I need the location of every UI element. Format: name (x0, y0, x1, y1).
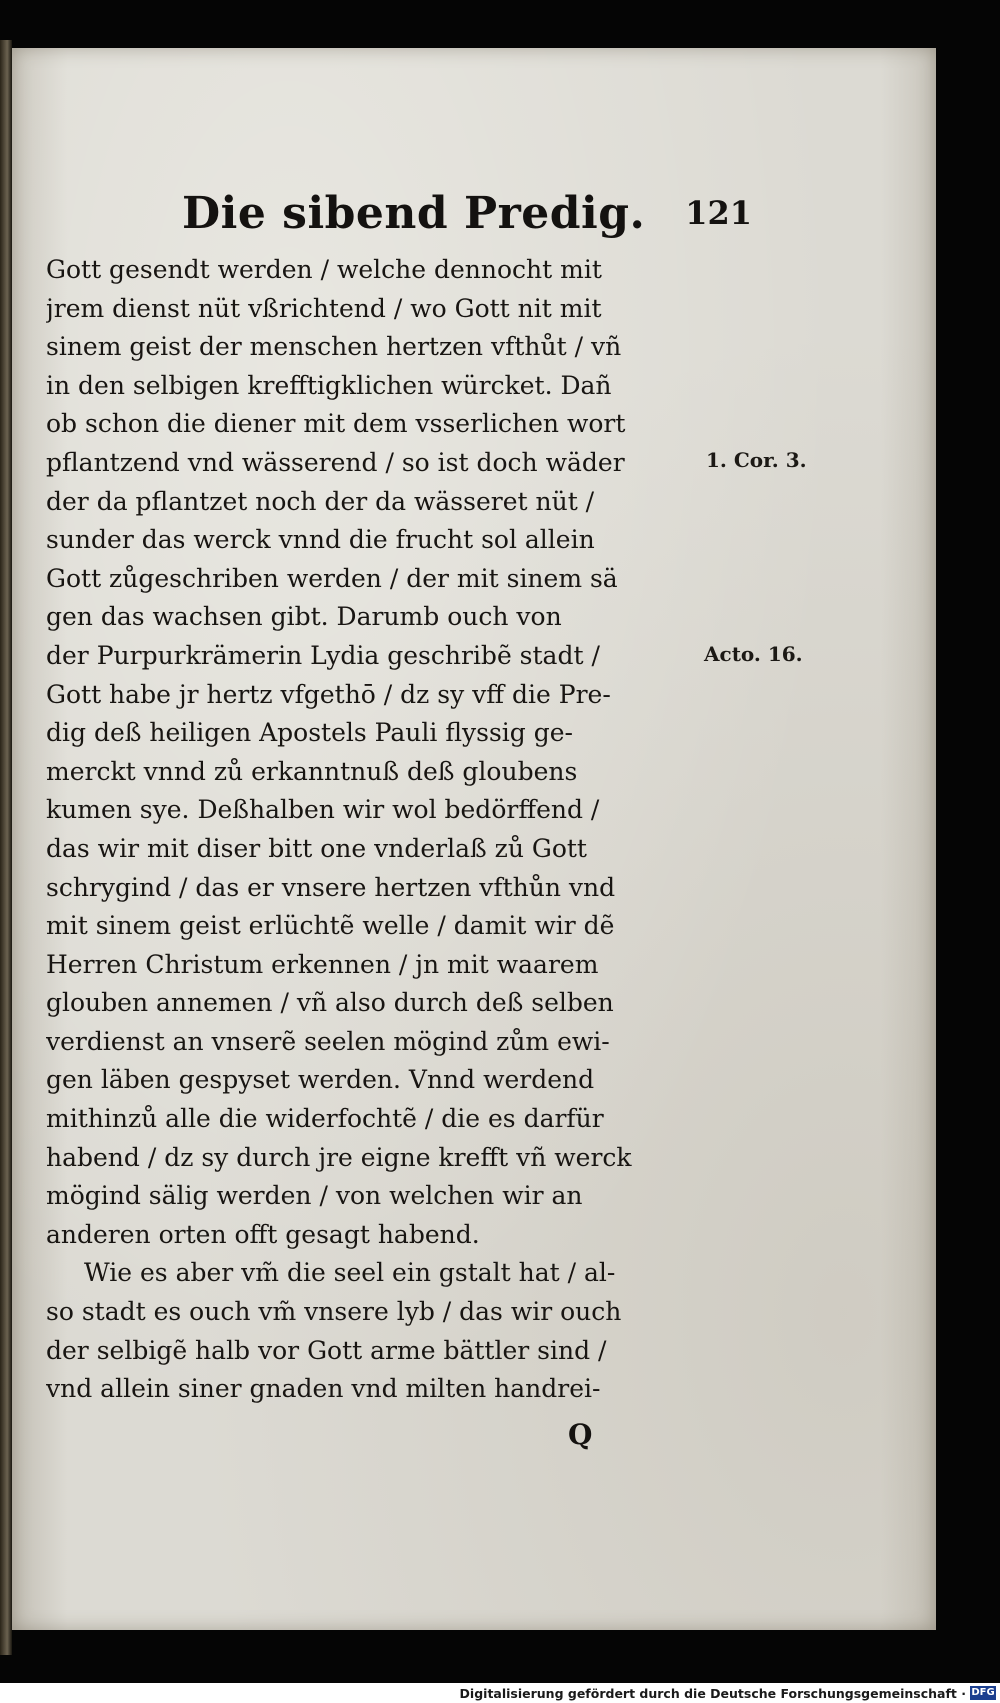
text-line: ob schon die diener mit dem vsserlichen wort (46, 409, 626, 439)
signature-mark: Q (568, 1418, 593, 1451)
text-line: glouben annemen / vñ also durch deß selben (46, 988, 614, 1018)
running-title: Die sibend Predig. (182, 188, 646, 239)
text-line: der da pflantzet noch der da wässeret nüt / (46, 486, 595, 516)
text-line: vnd allein siner gnaden vnd milten handrei- (46, 1374, 601, 1404)
text-line: mit sinem geist erlüchtẽ welle / damit wir dẽ (46, 911, 615, 941)
text-line: mögind sälig werden / von welchen wir an (46, 1181, 583, 1211)
text-line: pflantzend vnd wässerend / so ist doch wäder (46, 447, 625, 477)
text-line: der Purpurkrämerin Lydia geschribẽ stadt / (46, 640, 600, 670)
text-line: das wir mit diser bitt one vnderlaß zů Gott (46, 833, 587, 863)
dfg-logo: DFG (971, 1687, 995, 1698)
text-line: so stadt es ouch vm̃ vnsere lyb / das wir ouch (46, 1297, 622, 1327)
text-line: dig deß heiligen Apostels Pauli flyssig ge- (46, 718, 573, 748)
text-line: sinem geist der menschen hertzen vfthůt / vñ (46, 332, 622, 362)
book-spine-edge (0, 40, 12, 1655)
marginal-note-acts: Acto. 16. (704, 642, 803, 666)
text-line: verdienst an vnserẽ seelen mögind zům ewi- (46, 1026, 610, 1056)
text-line: mithinzů alle die widerfochtẽ / die es darfür (46, 1104, 604, 1134)
page-header (182, 188, 752, 248)
text-line: Herren Christum erkennen / jn mit waarem (46, 949, 599, 979)
text-line: habend / dz sy durch jre eigne krefft vñ werck (46, 1142, 632, 1172)
paragraph-start-line: Wie es aber vm̃ die seel ein gstalt hat / al- (84, 1258, 616, 1288)
text-line: Gott habe jr hertz vfgethō / dz sy vff die Pre- (46, 679, 611, 709)
text-line: kumen sye. Deßhalben wir wol bedörffend / (46, 795, 600, 825)
text-line: anderen orten offt gesagt habend. (46, 1219, 480, 1249)
folio-number: 121 (685, 194, 752, 232)
marginal-note-corinthians: 1. Cor. 3. (706, 448, 807, 472)
text-line: Gott zůgeschriben werden / der mit sinem sä (46, 563, 618, 593)
text-line: in den selbigen krefftigklichen würcket. Dañ (46, 370, 612, 400)
text-line: merckt vnnd zů erkanntnuß deß gloubens (46, 756, 578, 786)
footer-band (0, 1683, 1000, 1703)
text-line: jrem dienst nüt vßrichtend / wo Gott nit mit (46, 293, 602, 323)
text-line: der selbigẽ halb vor Gott arme bättler sind / (46, 1335, 607, 1365)
text-line: Gott gesendt werden / welche dennocht mit (46, 255, 602, 284)
text-line: gen das wachsen gibt. Darumb ouch von (46, 602, 562, 632)
funding-credit: Digitalisierung gefördert durch die Deutsche Forschungsgemeinschaft · (459, 1686, 966, 1701)
text-line: gen läben gespyset werden. Vnnd werdend (46, 1065, 595, 1095)
text-line: schrygind / das er vnsere hertzen vfthůn vnd (46, 872, 616, 902)
text-line: sunder das werck vnnd die frucht sol allein (46, 525, 595, 555)
text-block (46, 251, 696, 1409)
book-page (12, 48, 936, 1630)
